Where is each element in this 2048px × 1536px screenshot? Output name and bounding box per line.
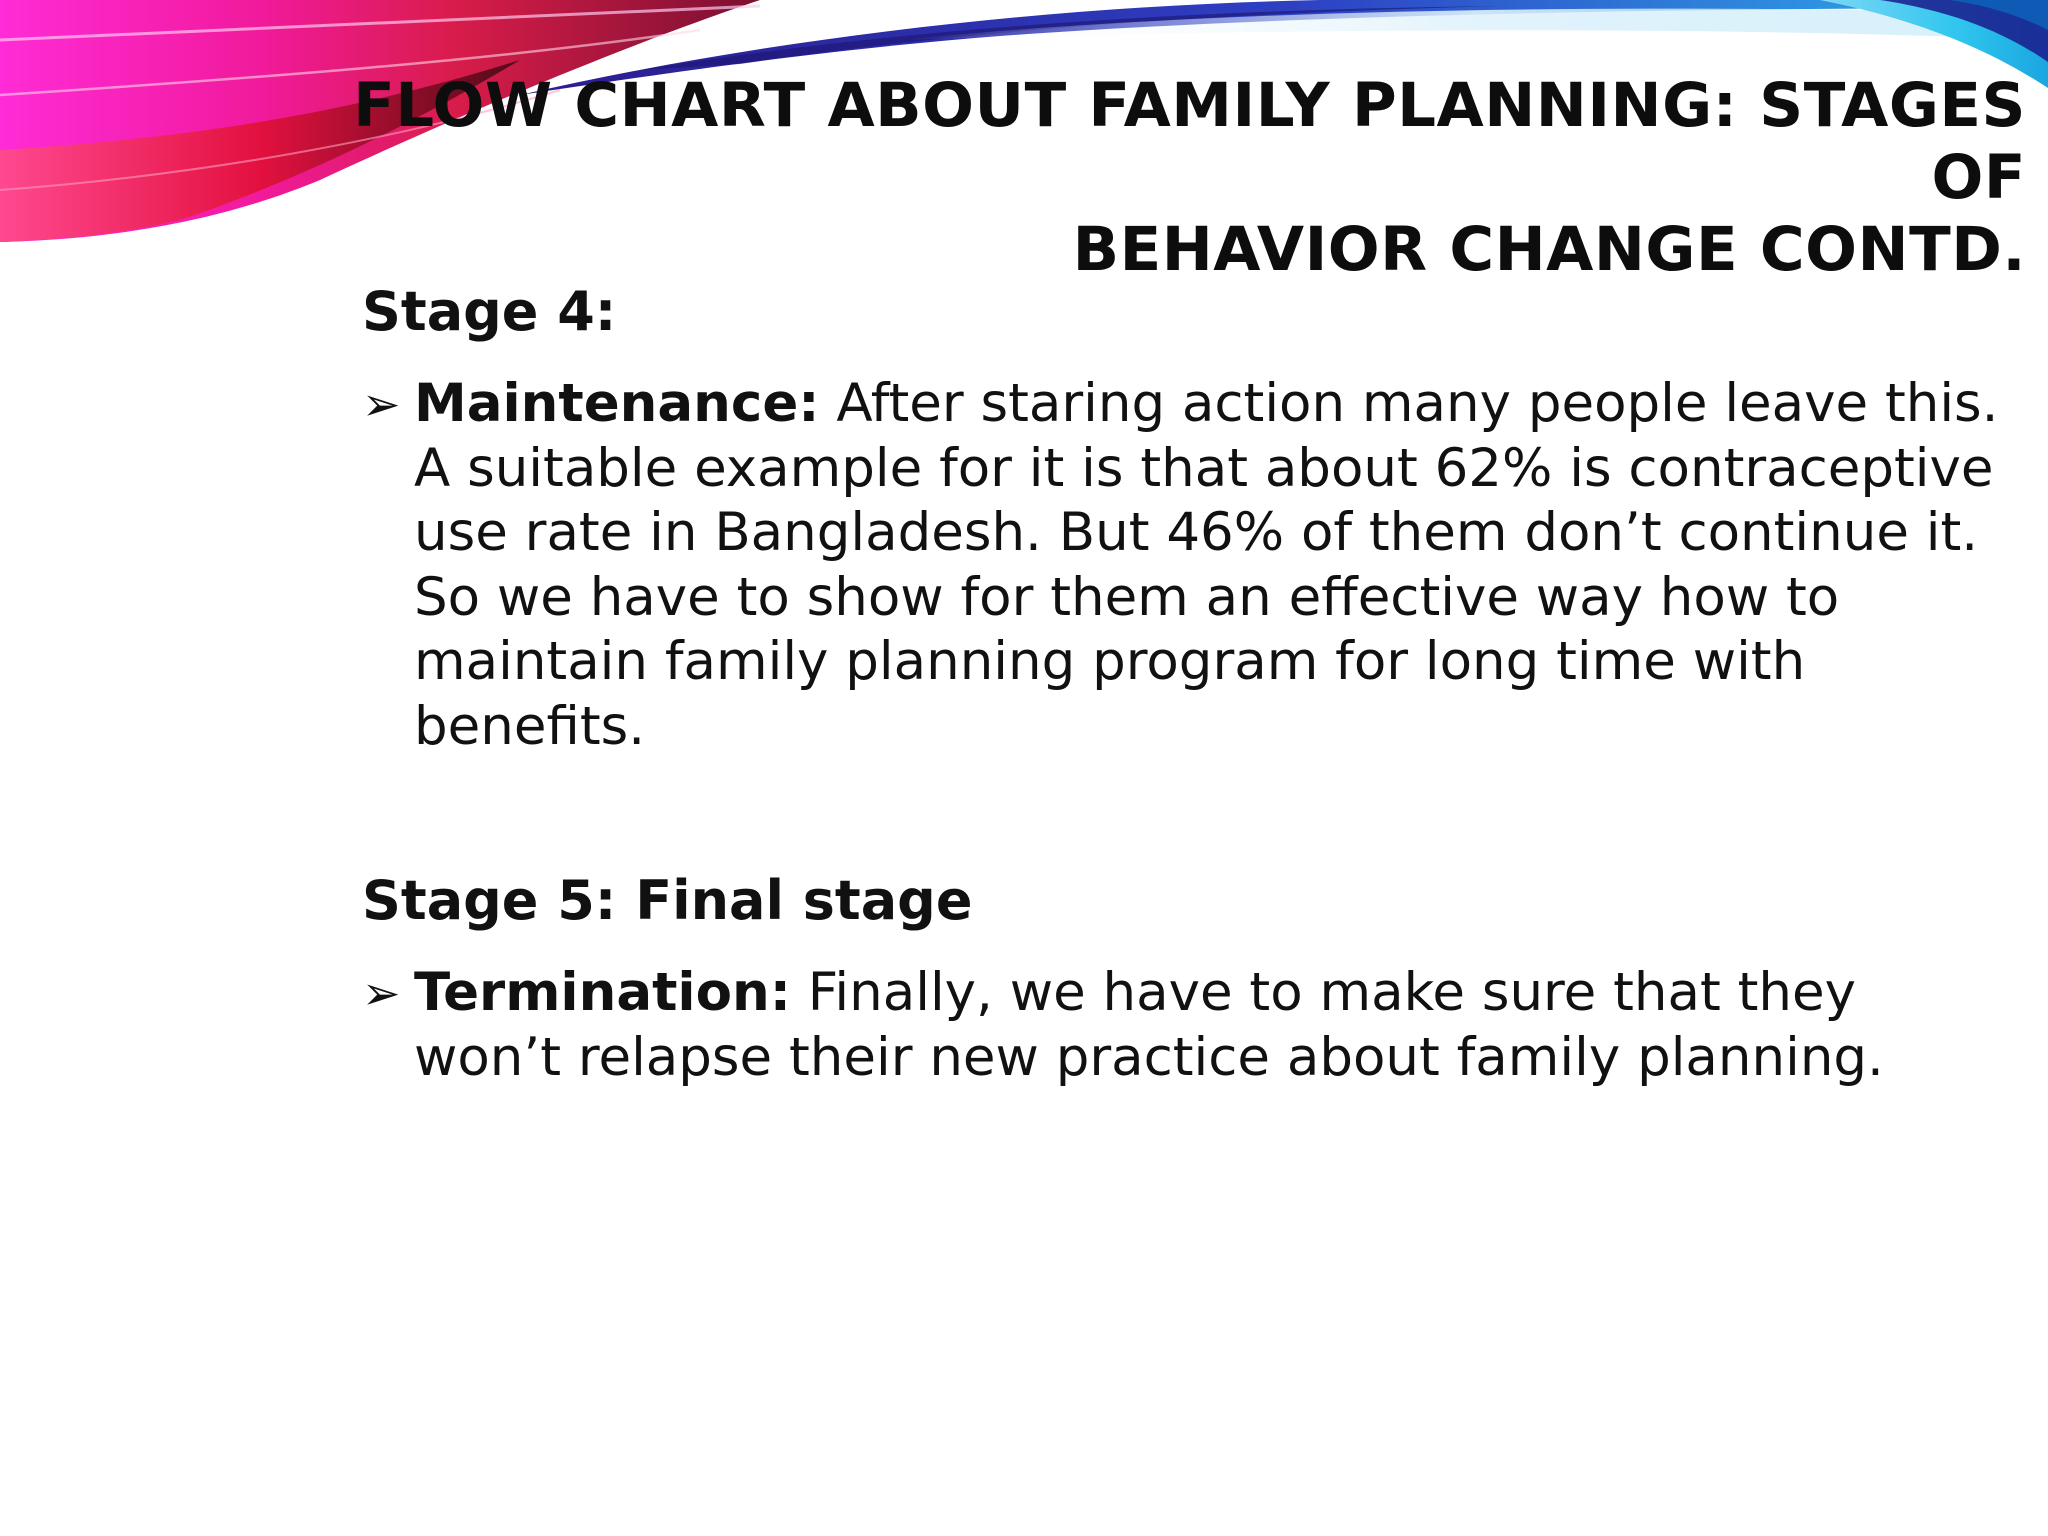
arrow-bullet-icon: ➢ [362, 966, 401, 1020]
section-spacer [362, 759, 2002, 869]
maintenance-text: After staring action many people leave this. A suitable example for it is that about 62% is contraceptive use rate in Bangladesh. But 46% of them don’t continue it. So we have to show for them an effective way how to maintain family planning program for long time with benefits. [414, 373, 1999, 757]
maintenance-bullet [362, 372, 2002, 759]
stage-4-heading: Stage 4: [362, 280, 617, 343]
stage-5-section [362, 869, 2002, 1090]
stage-5-heading: Stage 5: Final stage [362, 869, 973, 932]
slide-title [306, 70, 2026, 286]
termination-text: Finally, we have to make sure that they won’t relapse their new practice about family planning. [414, 962, 1884, 1088]
slide-title-line-2: BEHAVIOR CHANGE CONTD. [1072, 214, 2026, 285]
slide-title-line-1: FLOW CHART ABOUT FAMILY PLANNING: STAGES OF [353, 70, 2026, 213]
arrow-bullet-icon: ➢ [362, 377, 401, 431]
maintenance-term: Maintenance: [414, 373, 820, 434]
termination-term: Termination: [414, 962, 791, 1023]
stage-4-section [362, 280, 2002, 759]
termination-bullet [362, 961, 2002, 1090]
slide-body [362, 280, 2002, 1090]
